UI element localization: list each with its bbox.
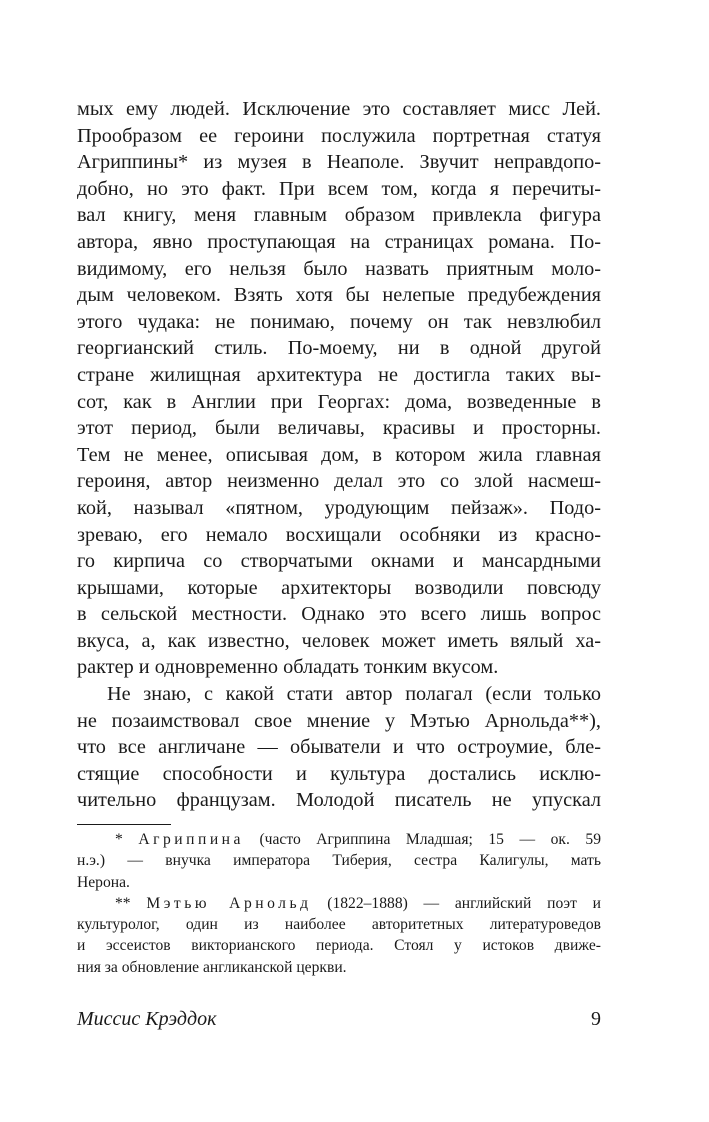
footnote-term: Мэтью Арнольд — [146, 894, 312, 912]
footnote-line: Нерона. — [77, 873, 130, 891]
text-line: героиня, автор неизменно делал это со злой насмеш- — [77, 470, 601, 493]
text-line: мых ему людей. Исключение это составляет мисс Лей. — [77, 98, 601, 120]
footnote-text: (1822–1888) — английский поэт и — [327, 894, 602, 912]
text-line: добно, но это факт. При всем том, когда я перечиты- — [77, 177, 601, 200]
text-line: этот период, были величавы, красивы и просторны. — [77, 417, 601, 440]
text-line: крышами, которые архитекторы возводили повсюду — [77, 576, 601, 599]
footnote-arnold — [77, 893, 601, 978]
text-line: стране жилищная архитектура не достигла таких вы- — [77, 363, 601, 386]
text-line: дым человеком. Взять хотя бы нелепые предубеждения — [77, 284, 601, 307]
text-line: что все англичане — обыватели и что остроумие, бле- — [77, 736, 601, 759]
page-body — [77, 96, 601, 814]
text-line: Агриппины* из музея в Неаполе. Звучит неправдопо- — [77, 151, 601, 174]
footnote-line: н.э.) — внучка императора Тиберия, сестра Калигулы, мать — [77, 852, 601, 870]
text-line: кой, называл «пятном, уродующим пейзаж». Подо- — [77, 496, 601, 519]
main-text — [77, 96, 601, 814]
footnote-divider — [77, 824, 171, 825]
text-line: георгианский стиль. По-моему, ни в одной другой — [77, 337, 601, 360]
footnote-text: (часто Агриппина Младшая; 15 — ок. 59 — [259, 831, 601, 848]
text-line: в сельской местности. Однако это всего лишь вопрос — [77, 603, 601, 626]
footnote-line — [77, 893, 601, 914]
footnotes — [77, 829, 601, 978]
text-line: зреваю, его немало восхищали особняки из красно- — [77, 523, 601, 546]
text-line: сот, как в Англии при Георгах: дома, возведенные в — [77, 390, 601, 413]
page-footer — [77, 1008, 601, 1038]
footnote-line: культуролог, один из наиболее авторитетных литературоведов — [77, 916, 601, 934]
text-line: автора, явно проступающая на страницах романа. По- — [77, 230, 601, 253]
text-line: Тем не менее, описывая дом, в котором жила главная — [77, 443, 601, 466]
footnote-line: и эссеистов викторианского периода. Стоял у истоков движе- — [77, 937, 601, 955]
page-number: 9 — [591, 1008, 601, 1030]
text-line: рактер и одновременно обладать тонким вкусом. — [77, 656, 499, 679]
text-line: Не знаю, с какой стати автор полагал (если только — [107, 683, 601, 706]
text-line: Прообразом ее героини послужила портретная статуя — [77, 124, 601, 147]
text-line: видимому, его нельзя было назвать приятным моло- — [77, 257, 601, 280]
text-line: вал книгу, меня главным образом привлекла фигура — [77, 204, 601, 227]
footnote-marker: ** — [115, 894, 131, 912]
text-line: стящие способности и культура достались исклю- — [77, 762, 601, 785]
text-line: чительно французам. Молодой писатель не упускал — [77, 789, 601, 812]
running-title: Миссис Крэддок — [77, 1008, 217, 1030]
text-line: го кирпича со створчатыми окнами и мансардными — [77, 550, 601, 573]
footnote-marker: * — [115, 831, 123, 848]
text-line: этого чудака: не понимаю, почему он так невзлюбил — [77, 310, 601, 333]
footnote-term: Агриппина — [138, 831, 244, 848]
footnote-agrippina — [77, 829, 601, 893]
text-line: не позаимствовал свое мнение у Мэтью Арнольда**), — [77, 709, 601, 732]
footnote-line — [77, 829, 601, 850]
footnote-line: ния за обновление англиканской церкви. — [77, 958, 347, 976]
text-line: вкуса, а, как известно, человек может иметь вялый ха- — [77, 629, 601, 652]
